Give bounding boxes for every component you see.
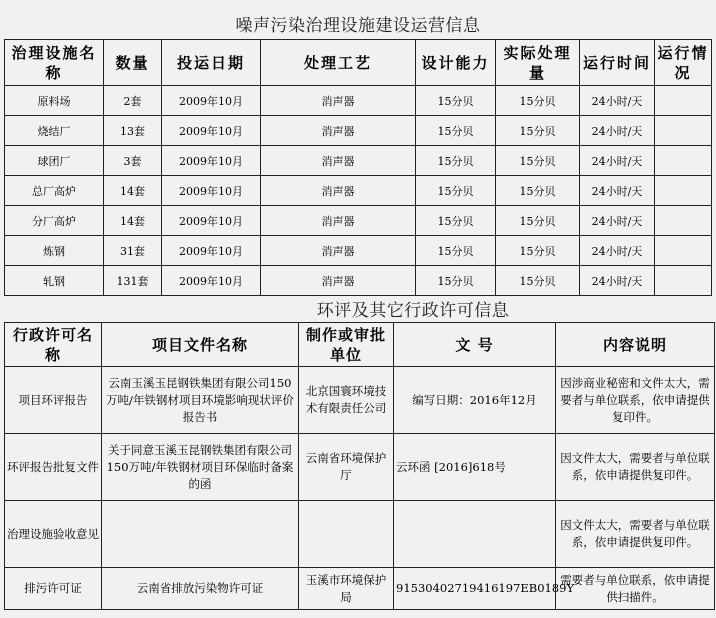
quantity-cell: 14套 [104,176,162,206]
facility-name-cell: 原料场 [5,86,104,116]
document-number-cell: 云环函 [2016]618号 [394,434,556,501]
run-status-cell [655,206,712,236]
document-name-cell [102,501,299,568]
run-status-cell [655,86,712,116]
document-number-cell: 91530402719416197EB0189Y [394,568,556,610]
start-date-cell: 2009年10月 [162,146,261,176]
design-capacity-cell: 15分贝 [416,206,496,236]
col-header-permit-name: 行政许可名称 [5,323,102,367]
quantity-cell: 131套 [104,266,162,296]
col-header-start-date: 投运日期 [162,40,261,86]
quantity-cell: 3套 [104,146,162,176]
issuing-unit-cell [299,501,394,568]
actual-throughput-cell: 15分贝 [496,176,580,206]
document-name-cell: 关于同意玉溪玉昆钢铁集团有限公司150万吨/年铁钢材项目环保临时备案的函 [102,434,299,501]
actual-throughput-cell: 15分贝 [496,86,580,116]
table-row [5,266,712,296]
actual-throughput-cell: 15分贝 [496,146,580,176]
start-date-cell: 2009年10月 [162,266,261,296]
description-cell: 因文件太大，需要者与单位联系，依申请提供复印件。 [556,434,715,501]
design-capacity-cell: 15分贝 [416,236,496,266]
table-header-row [5,40,712,86]
issuing-unit-cell: 玉溪市环境保护局 [299,568,394,610]
description-cell: 需要者与单位联系，依申请提供扫描件。 [556,568,715,610]
table-row [5,116,712,146]
actual-throughput-cell: 15分贝 [496,236,580,266]
issuing-unit-cell: 北京国寰环境技术有限责任公司 [299,367,394,434]
facility-name-cell: 分厂高炉 [5,206,104,236]
process-cell: 消声器 [261,236,416,266]
design-capacity-cell: 15分贝 [416,116,496,146]
design-capacity-cell: 15分贝 [416,86,496,116]
permit-name-cell: 项目环评报告 [5,367,102,434]
facility-name-cell: 烧结厂 [5,116,104,146]
col-header-facility-name: 治理设施名称 [5,40,104,86]
start-date-cell: 2009年10月 [162,176,261,206]
col-header-document-number: 文 号 [394,323,556,367]
run-time-cell: 24小时/天 [580,116,655,146]
permit-name-cell: 环评报告批复文件 [5,434,102,501]
table-row [5,501,715,568]
permits-table [4,322,715,610]
noise-section-title: 噪声污染治理设施建设运营信息 [235,16,481,36]
description-cell: 因涉商业秘密和文件太大，需要者与单位联系，依申请提供复印件。 [556,367,715,434]
table-header-row [5,323,715,367]
permit-section-title: 环评及其它行政许可信息 [316,301,510,321]
design-capacity-cell: 15分贝 [416,146,496,176]
table-row [5,146,712,176]
run-status-cell [655,176,712,206]
start-date-cell: 2009年10月 [162,86,261,116]
document-number-cell: 编写日期：2016年12月 [394,367,556,434]
run-time-cell: 24小时/天 [580,86,655,116]
run-time-cell: 24小时/天 [580,236,655,266]
process-cell: 消声器 [261,86,416,116]
process-cell: 消声器 [261,146,416,176]
facility-name-cell: 轧钢 [5,266,104,296]
run-status-cell [655,266,712,296]
description-cell: 因文件太大，需要者与单位联系，依申请提供复印件。 [556,501,715,568]
document-number-cell [394,501,556,568]
document-name-cell: 云南玉溪玉昆钢铁集团有限公司150万吨/年铁钢材项目环境影响现状评价报告书 [102,367,299,434]
actual-throughput-cell: 15分贝 [496,266,580,296]
facility-name-cell: 总厂高炉 [5,176,104,206]
col-header-document-name: 项目文件名称 [102,323,299,367]
design-capacity-cell: 15分贝 [416,266,496,296]
col-header-design-capacity: 设计能力 [416,40,496,86]
process-cell: 消声器 [261,116,416,146]
facility-name-cell: 球团厂 [5,146,104,176]
facility-name-cell: 炼钢 [5,236,104,266]
col-header-issuing-unit: 制作或审批单位 [299,323,394,367]
table-row [5,367,715,434]
table-row [5,568,715,610]
process-cell: 消声器 [261,266,416,296]
col-header-run-time: 运行时间 [580,40,655,86]
run-time-cell: 24小时/天 [580,266,655,296]
table-row [5,236,712,266]
table-row [5,206,712,236]
design-capacity-cell: 15分贝 [416,176,496,206]
run-status-cell [655,146,712,176]
run-time-cell: 24小时/天 [580,206,655,236]
process-cell: 消声器 [261,206,416,236]
actual-throughput-cell: 15分贝 [496,116,580,146]
run-time-cell: 24小时/天 [580,146,655,176]
quantity-cell: 14套 [104,206,162,236]
quantity-cell: 31套 [104,236,162,266]
quantity-cell: 2套 [104,86,162,116]
col-header-description: 内容说明 [556,323,715,367]
quantity-cell: 13套 [104,116,162,146]
start-date-cell: 2009年10月 [162,116,261,146]
permit-name-cell: 治理设施验收意见 [5,501,102,568]
start-date-cell: 2009年10月 [162,236,261,266]
permit-name-cell: 排污许可证 [5,568,102,610]
noise-facilities-table [4,39,712,296]
run-status-cell [655,116,712,146]
issuing-unit-cell: 云南省环境保护厅 [299,434,394,501]
document-name-cell: 云南省排放污染物许可证 [102,568,299,610]
run-time-cell: 24小时/天 [580,176,655,206]
col-header-process: 处理工艺 [261,40,416,86]
start-date-cell: 2009年10月 [162,206,261,236]
table-row [5,176,712,206]
col-header-actual-throughput: 实际处理量 [496,40,580,86]
table-row [5,434,715,501]
table-row [5,86,712,116]
actual-throughput-cell: 15分贝 [496,206,580,236]
run-status-cell [655,236,712,266]
col-header-quantity: 数量 [104,40,162,86]
process-cell: 消声器 [261,176,416,206]
col-header-run-status: 运行情况 [655,40,712,86]
